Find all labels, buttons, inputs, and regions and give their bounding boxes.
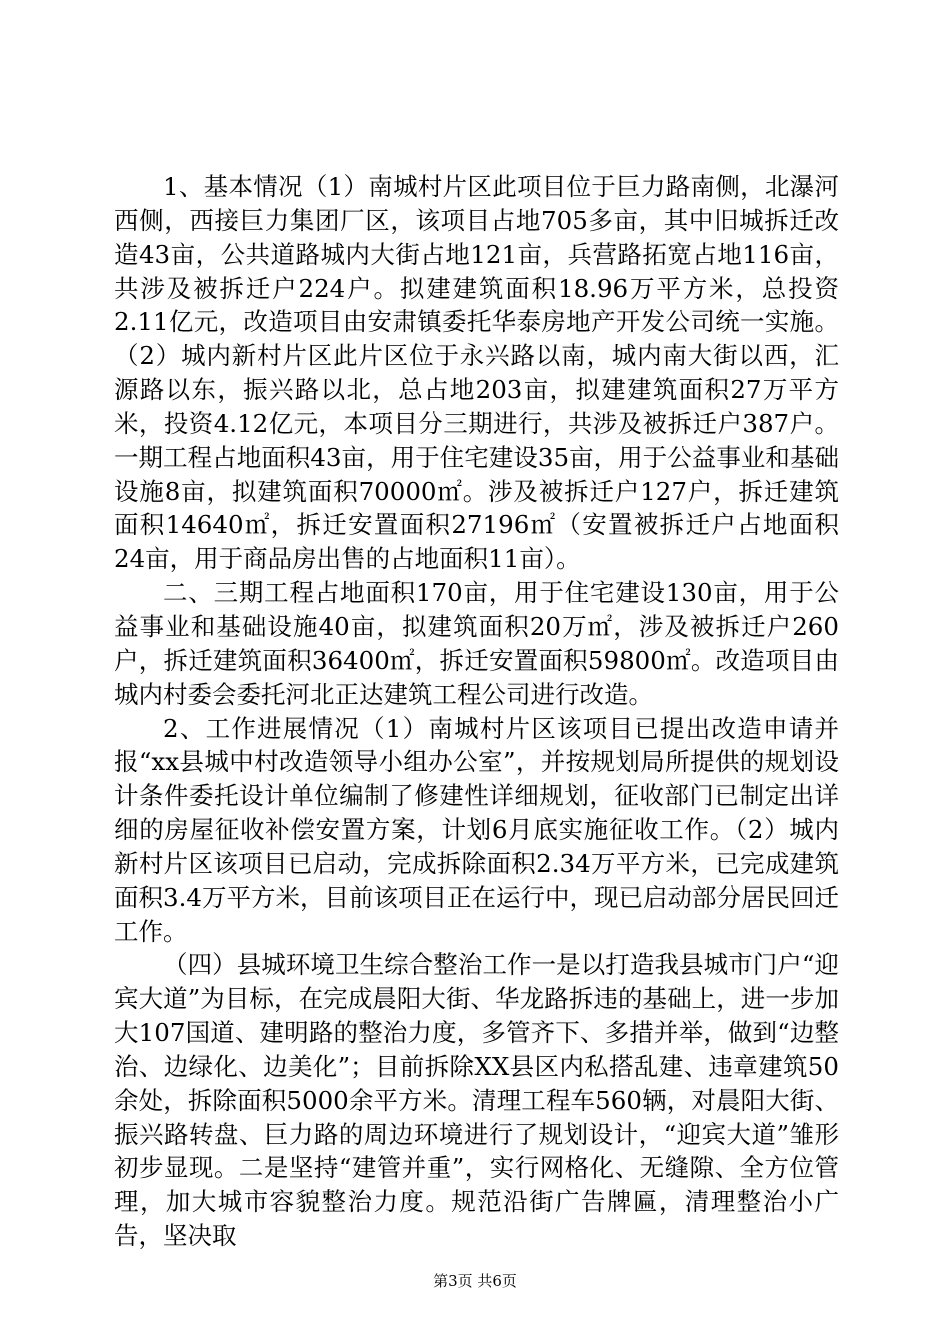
paragraph-environment-sanitation: （四）县城环境卫生综合整治工作一是以打造我县城市门户“迎宾大道”为目标，在完成晨阳大街、华龙路拆违的基础上，进一步加大107国道、建明路的整治力度，多管齐下、多措并举，做到“边整治、边绿化、边美化”；目前拆除XX县区内私搭乱建、违章建筑50余处，拆除面积5000余平方米。清理工程车560辆，对晨阳大街、振兴路转盘、巨力路的周边环境进行了规划设计，“迎宾大道”雏形初步显现。二是坚持“建管并重”，实行网格化、无缝隙、全方位管理，加大城市容貌整治力度。规范沿街广告牌匾，清理整治小广告，坚决取	[114, 950, 839, 1251]
paragraph-work-progress: 2、工作进展情况（1）南城村片区该项目已提出改造申请并报“xx县城中村改造领导小组办公室”，并按规划局所提供的规划设计条件委托设计单位编制了修建性详细规划，征收部门已制定出详细的房屋征收补偿安置方案，计划6月底实施征收工作。（2）城内新村片区该项目已启动，完成拆除面积2.34万平方米，已完成建筑面积3.4万平方米，目前该项目正在运行中，现已启动部分居民回迁工作。	[114, 713, 839, 946]
paragraph-basic-situation: 1、基本情况（1）南城村片区此项目位于巨力路南侧，北瀑河西侧，西接巨力集团厂区，该项目占地705多亩，其中旧城拆迁改造43亩，公共道路城内大街占地121亩，兵营路拓宽占地116亩，共涉及被拆迁户224户。拟建建筑面积18.96万平方米，总投资2.11亿元，改造项目由安肃镇委托华泰房地产开发公司统一实施。（2）城内新村片区此片区位于永兴路以南，城内南大街以西，汇源路以东，振兴路以北，总占地203亩，拟建建筑面积27万平方米，投资4.12亿元，本项目分三期进行，共涉及被拆迁户387户。一期工程占地面积43亩，用于住宅建设35亩，用于公益事业和基础设施8亩，拟建筑面积70000㎡。涉及被拆迁户127户，拆迁建筑面积14640㎡，拆迁安置面积27196㎡（安置被拆迁户占地面积24亩，用于商品房出售的占地面积11亩）。	[114, 172, 839, 574]
page-footer: 第3页 共6页	[433, 1272, 517, 1290]
paragraph-phase-three: 二、三期工程占地面积170亩，用于住宅建设130亩，用于公益事业和基础设施40亩，拟建筑面积20万㎡，涉及被拆迁户260户，拆迁建筑面积36400㎡，拆迁安置面积59800㎡。改造项目由城内村委会委托河北正达建筑工程公司进行改造。	[114, 578, 839, 709]
document-body	[114, 170, 839, 1253]
